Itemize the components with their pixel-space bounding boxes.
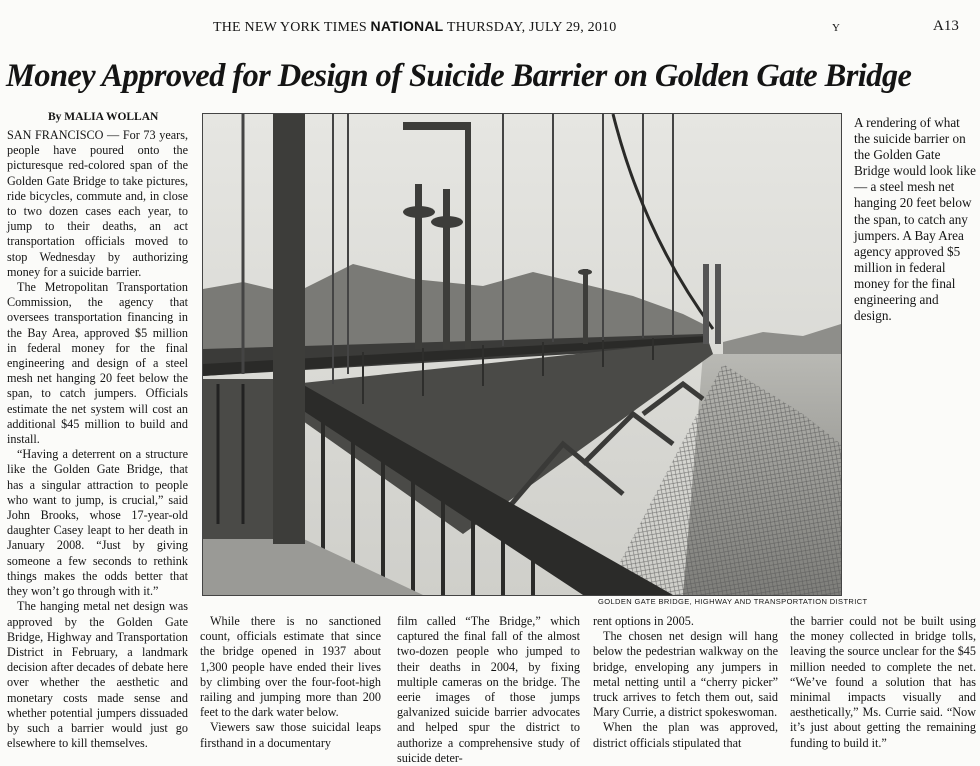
issue-date: THURSDAY, JULY 29, 2010 (446, 20, 617, 35)
masthead (213, 18, 616, 36)
paragraph: film called “The Bridge,” which captured the final fall of the almost two-dozen people who jumped to their deaths in 2004, by fixing multiple cameras on the bridge. The eerie images of those jumps galvanized suicide barrier advocates and helped spur the district to authorize a comprehensive study of suicide deter- (397, 614, 580, 765)
page-number: A13 (933, 18, 959, 34)
paragraph: The chosen net design will hang below the pedestrian walkway on the bridge, enveloping any jumpers in metal netting until a “cherry picker” truck arrives to fetch them out, said Mary Currie, a district spokeswoman. (593, 629, 778, 720)
column-3 (397, 614, 580, 766)
paragraph: the barrier could not be built using the money collected in bridge tolls, leaving the source unclear for the $45 million needed to complete the net. “We’ve found a solution that has minimal impacts visually and aesthetically,” Ms. Currie said. “Now it’s just about getting the remaining funding to build it.” (790, 614, 976, 750)
paragraph: The hanging metal net design was approved by the Golden Gate Bridge, Highway and Transportation District in February, a landmark decision after decades of debate here over whether the aesthetic and monetary costs made sense and whether potential jumpers dissuaded by such a barrier would just go elsewhere to kill themselves. (7, 599, 188, 751)
paragraph: While there is no sanctioned count, officials estimate that since the bridge opened in 1937 about 1,300 people have ended their lives by climbing over the four-foot-high railing and jumping more than 200 feet to the dark water below. (200, 614, 381, 720)
bridge-rendering-image (203, 114, 841, 595)
paragraph: “Having a deterrent on a structure like the Golden Gate Bridge, that has a singular attraction to people who want to jump, is crucial,” said John Brooks, whose 17-year-old daughter Casey leapt to her death in January 2008. “Just by giving someone a few seconds to rethink things makes the odds better that they won’t go through with it.” (7, 447, 188, 599)
paragraph: rent options in 2005. (593, 614, 694, 628)
column-1 (7, 128, 188, 751)
byline: By MALIA WOLLAN (48, 111, 159, 123)
paragraph: SAN FRANCISCO — For 73 years, people have poured onto the picturesque red-colored span of the Golden Gate Bridge to take pictures, ride bicycles, commute and, in close to two dozen cases each year, to jump to their deaths, an act transportation officials moved to stop Wednesday by authorizing money for a suicide barrier. (7, 128, 188, 279)
paragraph: The Metropolitan Transportation Commission, the agency that oversees transportation financing in the Bay Area, approved $5 million in federal money for the final engineering and design of a steel mesh net hanging 20 feet below the span, to catch jumpers. Officials estimate the net system will cost an additional $45 million to build and install. (7, 280, 188, 447)
paragraph: Viewers saw those suicidal leaps firsthand in a documentary (200, 720, 381, 750)
paragraph: When the plan was approved, district officials stipulated that (593, 720, 778, 750)
column-5 (790, 614, 976, 751)
section-name: NATIONAL (370, 18, 444, 34)
column-2 (200, 614, 381, 751)
photo-caption: A rendering of what the suicide barrier on the Golden Gate Bridge would look like — a steel mesh net hanging 20 feet below the span, to catch any jumpers. A Bay Area agency approved $5 million in federal money for the final engineering and design. (854, 115, 976, 324)
bridge-photo (202, 113, 842, 596)
edition-mark: Y (832, 22, 840, 34)
photo-credit: GOLDEN GATE BRIDGE, HIGHWAY AND TRANSPORTATION DISTRICT (598, 597, 868, 606)
headline: Money Approved for Design of Suicide Barrier on Golden Gate Bridge (6, 58, 912, 94)
paper-name: THE NEW YORK TIMES (213, 20, 367, 35)
column-4 (593, 614, 778, 751)
